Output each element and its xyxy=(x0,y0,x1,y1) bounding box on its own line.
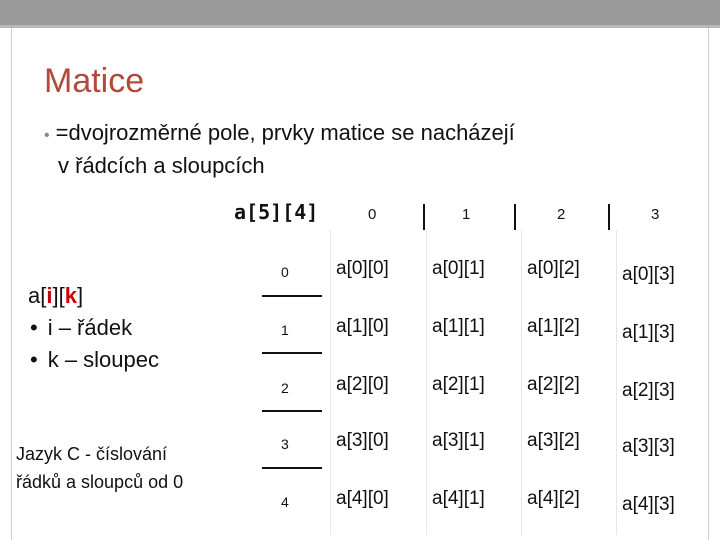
matrix-cell: a[4][3] xyxy=(622,494,675,515)
column-header: 2 xyxy=(557,206,566,223)
main-bullet xyxy=(44,118,684,181)
index-k: k xyxy=(64,283,77,308)
index-notation xyxy=(28,283,83,308)
index-i: i xyxy=(46,283,53,308)
matrix-cell: a[2][3] xyxy=(622,380,675,401)
matrix-label: a[5][4] xyxy=(234,200,319,224)
matrix-cell: a[3][0] xyxy=(336,430,389,451)
main-bullet-line1: =dvojrozměrné pole, prvky matice se nacházejí xyxy=(55,120,515,145)
matrix-cell: a[3][2] xyxy=(527,430,580,451)
index-pre: a[ xyxy=(28,283,47,308)
index-mid: ][ xyxy=(52,283,65,308)
top-band-line xyxy=(0,25,720,28)
top-band xyxy=(0,0,720,28)
numbering-note xyxy=(16,440,246,496)
sub-bullet-col xyxy=(28,344,159,376)
matrix-cell: a[1][3] xyxy=(622,322,675,343)
sub-bullet-dot-icon: • xyxy=(30,347,38,372)
column-separator xyxy=(423,204,425,230)
bullet-dot-icon: • xyxy=(44,127,50,144)
matrix-cell: a[4][0] xyxy=(336,488,389,509)
sub-bullet-row-text: i – řádek xyxy=(47,315,133,340)
right-border-line xyxy=(708,28,709,540)
row-header: 0 xyxy=(281,264,289,280)
matrix-cell: a[1][2] xyxy=(527,316,580,337)
matrix-cell: a[1][0] xyxy=(336,316,389,337)
sub-bullet-dot-icon: • xyxy=(30,315,38,340)
index-post: ] xyxy=(76,283,84,308)
row-separator xyxy=(262,352,322,354)
column-header: 3 xyxy=(651,206,660,223)
row-separator xyxy=(262,410,322,412)
matrix-cell: a[0][3] xyxy=(622,264,675,285)
row-separator xyxy=(262,295,322,297)
matrix-grid-line xyxy=(616,230,617,535)
matrix-cell: a[3][3] xyxy=(622,436,675,457)
column-separator xyxy=(608,204,610,230)
note-line2: řádků a sloupců od 0 xyxy=(16,472,184,492)
matrix-cell: a[2][0] xyxy=(336,374,389,395)
sub-bullet-row xyxy=(28,312,159,344)
row-header: 2 xyxy=(281,380,289,396)
row-separator xyxy=(262,467,322,469)
matrix-cell: a[0][0] xyxy=(336,258,389,279)
matrix-cell: a[4][2] xyxy=(527,488,580,509)
index-explanation xyxy=(28,280,159,376)
main-bullet-line2: v řádcích a sloupcích xyxy=(58,153,265,178)
slide-title: Matice xyxy=(44,62,145,100)
left-border-line xyxy=(11,28,12,540)
column-separator xyxy=(514,204,516,230)
matrix-cell: a[2][2] xyxy=(527,374,580,395)
note-line1: Jazyk C - číslování xyxy=(16,444,168,464)
column-header: 0 xyxy=(368,206,377,223)
matrix-cell: a[1][1] xyxy=(432,316,485,337)
matrix-grid-line xyxy=(330,230,331,535)
row-header: 3 xyxy=(281,436,289,452)
column-header: 1 xyxy=(462,206,471,223)
row-header: 4 xyxy=(281,494,289,510)
matrix-cell: a[0][1] xyxy=(432,258,485,279)
matrix-grid-line xyxy=(521,230,522,535)
matrix-cell: a[0][2] xyxy=(527,258,580,279)
matrix-cell: a[2][1] xyxy=(432,374,485,395)
row-header: 1 xyxy=(281,322,289,338)
matrix-cell: a[3][1] xyxy=(432,430,485,451)
matrix-grid-line xyxy=(426,230,427,535)
sub-bullet-col-text: k – sloupec xyxy=(47,347,159,372)
matrix-cell: a[4][1] xyxy=(432,488,485,509)
